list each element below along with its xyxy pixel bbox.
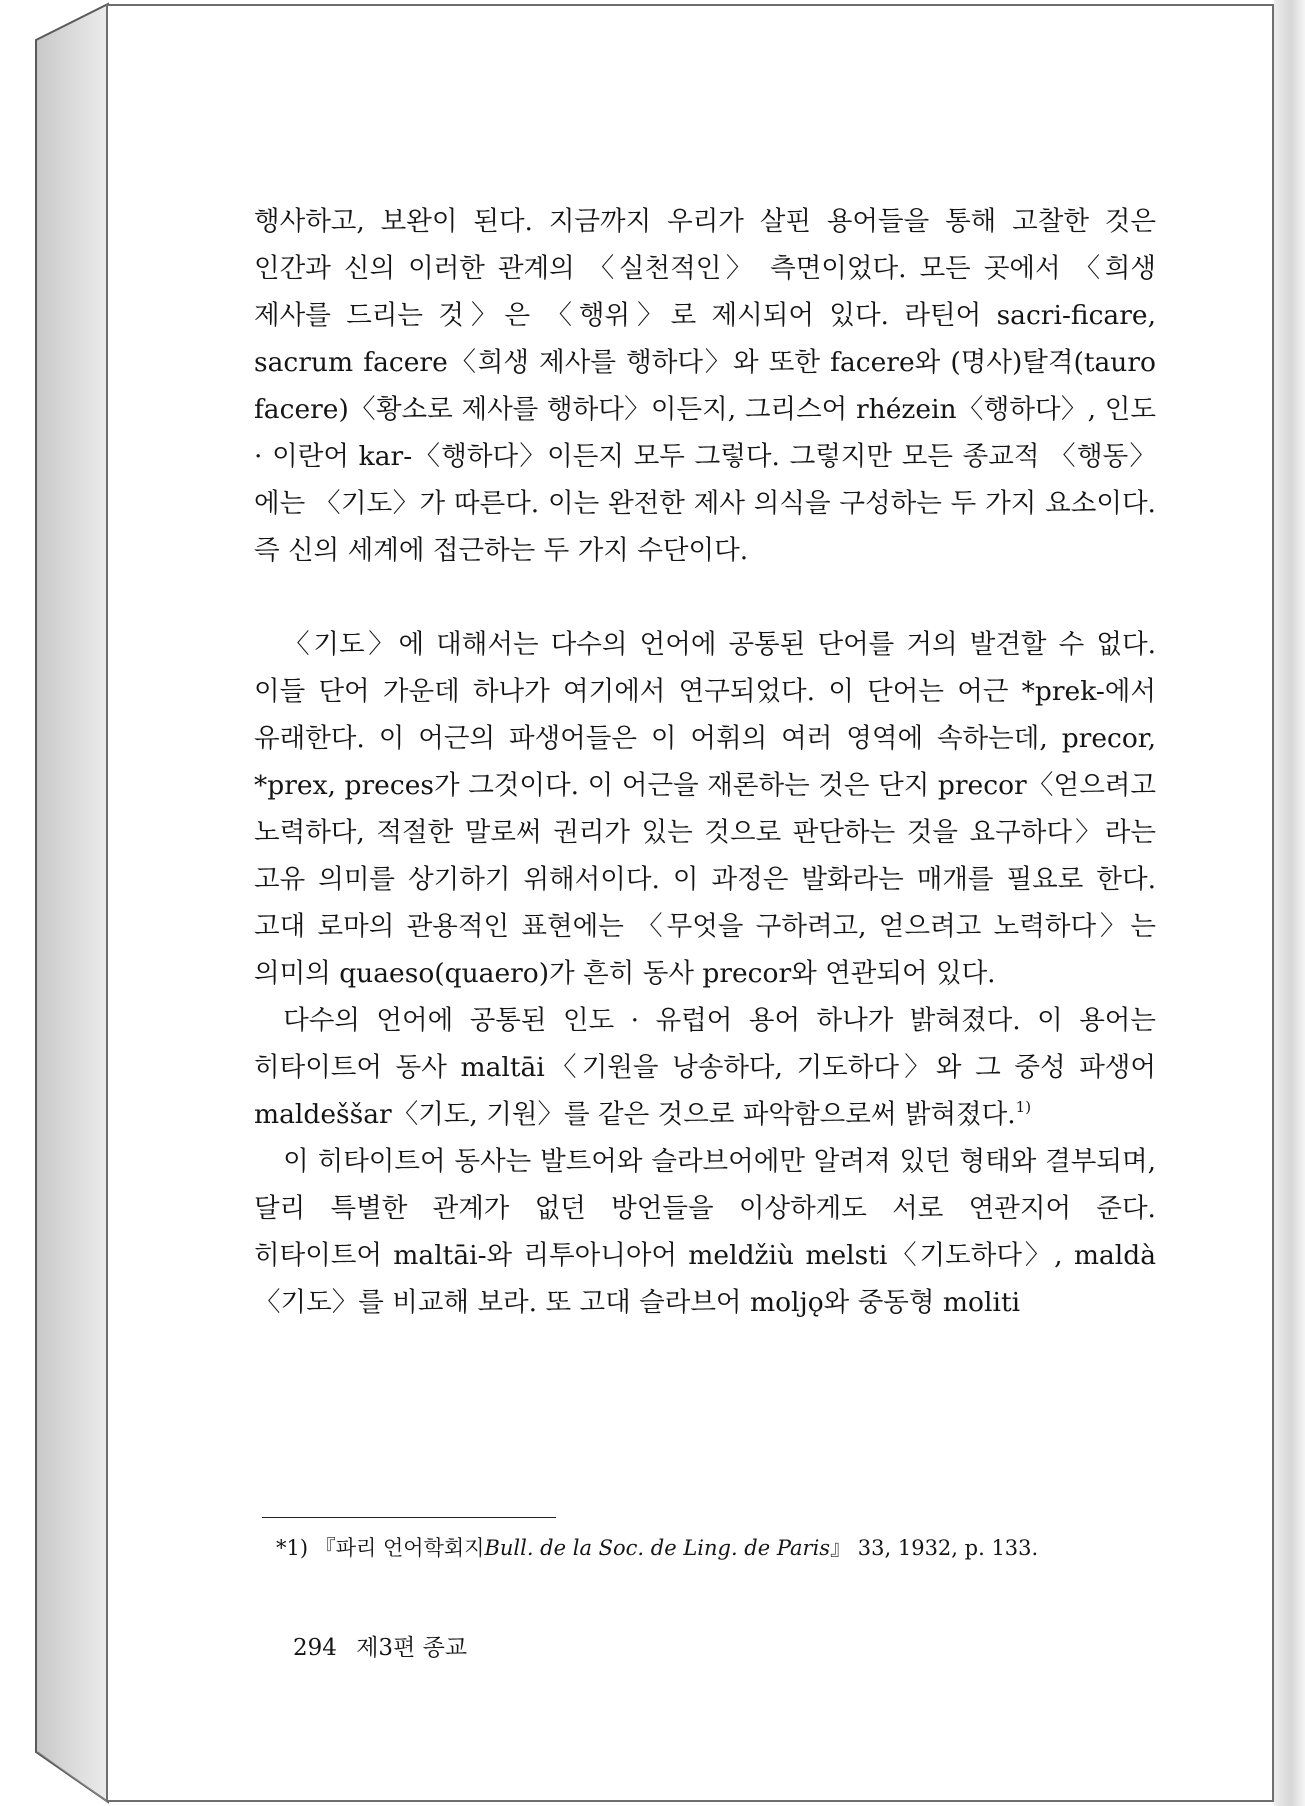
page-edge-shadow: [1274, 0, 1305, 1806]
footnote-journal-close: 』: [830, 1536, 852, 1560]
paragraph-4: 이 히타이트어 동사는 발트어와 슬라브어에만 알려져 있던 형태와 결부되며, 달리 특별한 관계가 없던 방언들을 이상하게도 서로 연관지어 준다. 히타이트어 maltāi-와 리투아니아어 meldžiù melsti〈기도하다〉, maldà〈기도〉를 비교해 보라. 또 고대 슬라브어 moljǫ와 중동형 moliti: [254, 1146, 1156, 1318]
page-number: 294: [293, 1635, 337, 1661]
section-label: 제3편 종교: [356, 1635, 468, 1661]
footnote-journal-korean: 『파리 언어학회지: [314, 1536, 485, 1560]
footnote-journal-title: Bull. de la Soc. de Ling. de Paris: [484, 1536, 831, 1560]
footnote: [276, 1533, 1156, 1563]
page-footer: [293, 1629, 467, 1662]
footnote-ref[interactable]: 1): [1015, 1098, 1032, 1116]
paragraph-1: 행사하고, 보완이 된다. 지금까지 우리가 살핀 용어들을 통해 고찰한 것은 인간과 신의 이러한 관계의 〈실천적인〉 측면이었다. 모든 곳에서 〈희생 제사를 드리는 것〉은 〈행위〉로 제시되어 있다. 라틴어 sacri-ficare, sacrum facere〈희생 제사를 행하다〉와 또한 facere와 (명사)탈격(tauro facere)〈황소로 제사를 행하다〉이든지, 그리스어 rhézein〈행하다〉, 인도 · 이란어 kar-〈행하다〉이든지 모두 그렇다. 그렇지만 모든 종교적 〈행동〉에는 〈기도〉가 따른다. 이는 완전한 제사 의식을 구성하는 두 가지 요소이다. 즉 신의 세계에 접근하는 두 가지 수단이다.: [254, 206, 1156, 566]
footnote-details: 33, 1932, p. 133.: [857, 1536, 1039, 1560]
paragraph-3: [254, 997, 1156, 1138]
footnote-marker: *1): [276, 1536, 309, 1560]
paragraph-3-text: 다수의 언어에 공통된 인도 · 유럽어 용어 하나가 밝혀졌다. 이 용어는 히타이트어 동사 maltāi〈기원을 낭송하다, 기도하다〉와 그 중성 파생어 maldeššar〈기도, 기원〉를 같은 것으로 파악함으로써 밝혀졌다.: [254, 1005, 1156, 1130]
paragraph-2: 〈기도〉에 대해서는 다수의 언어에 공통된 단어를 거의 발견할 수 없다. 이들 단어 가운데 하나가 여기에서 연구되었다. 이 단어는 어근 *prek-에서 유래한다. 이 어근의 파생어들은 이 어휘의 여러 영역에 속하는데, precor, *prex, preces가 그것이다. 이 어근을 재론하는 것은 단지 precor〈얻으려고 노력하다, 적절한 말로써 권리가 있는 것으로 판단하는 것을 요구하다〉라는 고유 의미를 상기하기 위해서이다. 이 과정은 발화라는 매개를 필요로 한다. 고대 로마의 관용적인 표현에는 〈무엇을 구하려고, 얻으려고 노력하다〉는 의미의 quaeso(quaero)가 흔히 동사 precor와 연관되어 있다.: [254, 629, 1156, 989]
book-spine-edge: [0, 0, 110, 1806]
body-text: [254, 198, 1156, 1326]
footnote-divider: [262, 1517, 556, 1518]
